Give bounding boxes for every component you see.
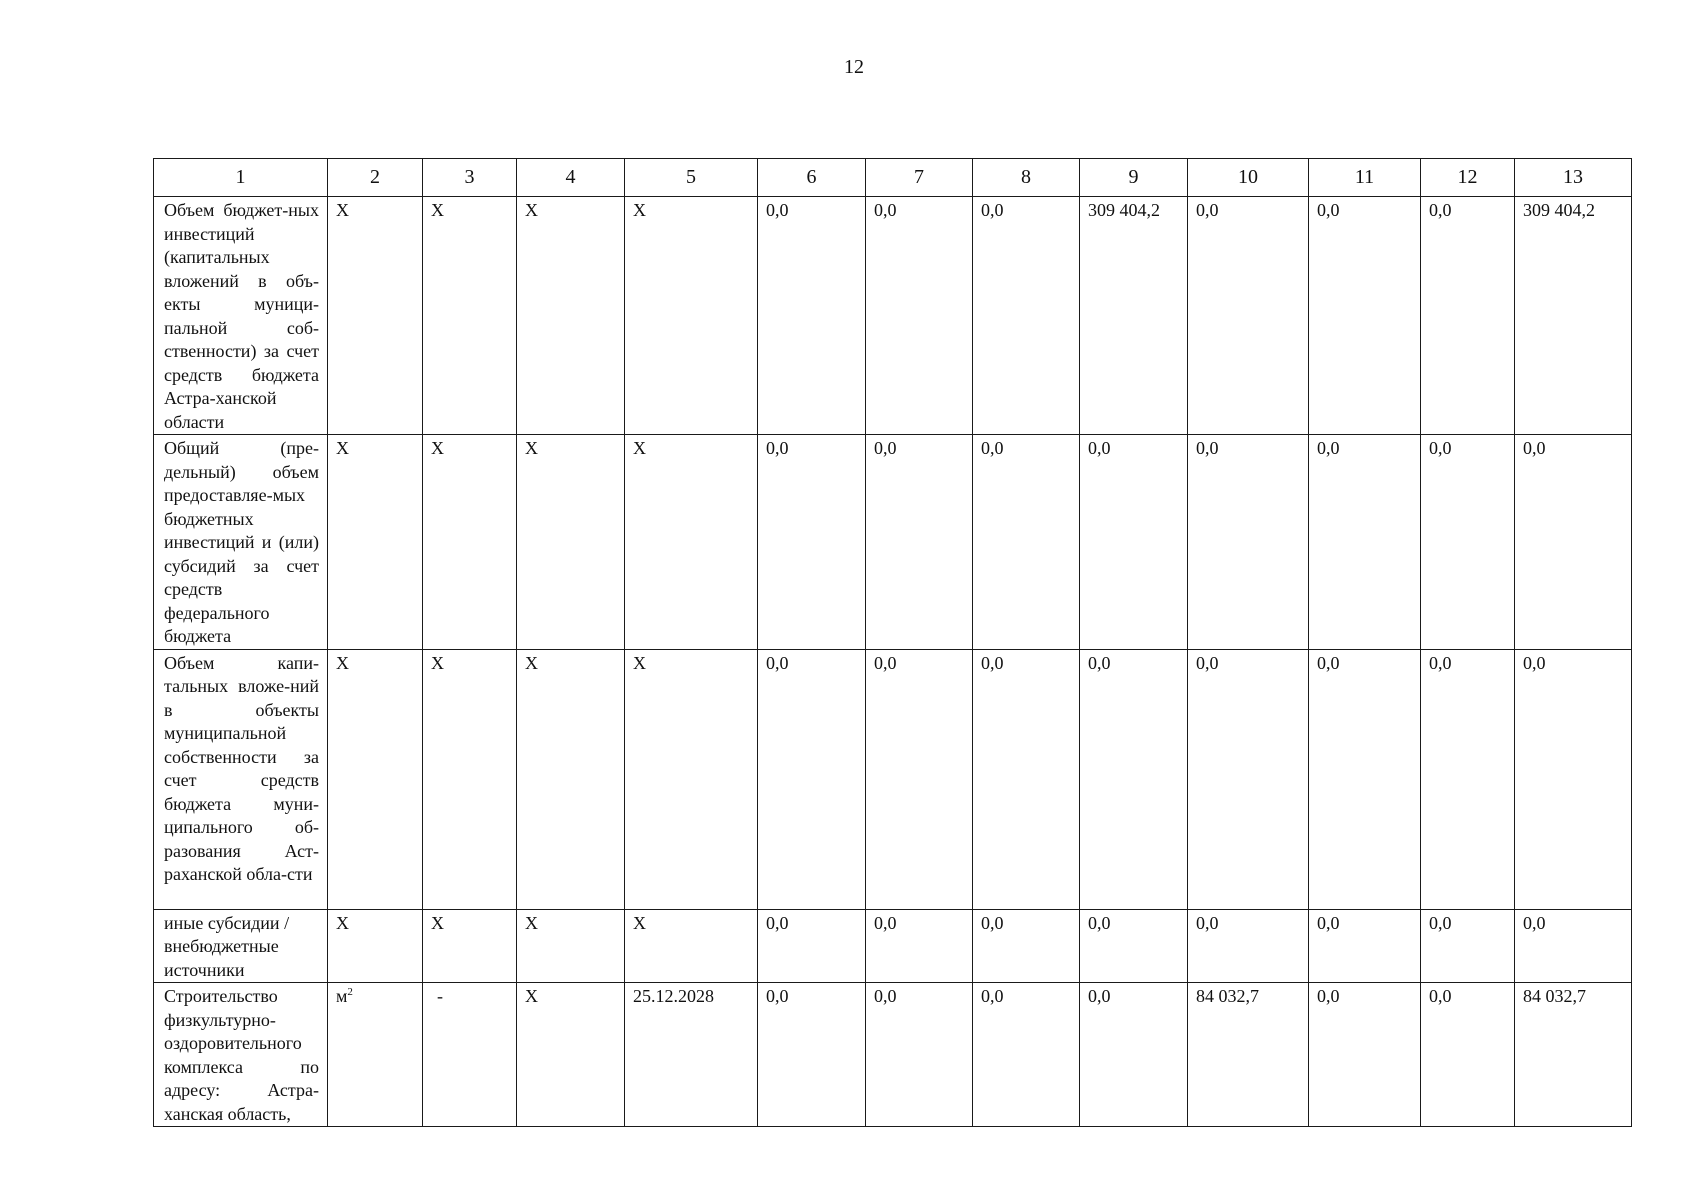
column-header: 2 [328, 159, 423, 197]
table-cell: X [517, 649, 625, 909]
table-cell: 0,0 [758, 435, 866, 650]
table-row [154, 435, 1632, 650]
column-header: 13 [1515, 159, 1632, 197]
table-cell: 0,0 [1309, 197, 1421, 435]
table-row [154, 649, 1632, 909]
table-cell: X [328, 649, 423, 909]
table-cell: 0,0 [1421, 983, 1515, 1127]
table-cell: 0,0 [1309, 649, 1421, 909]
table-cell: 0,0 [1080, 649, 1188, 909]
table-cell: 0,0 [973, 983, 1080, 1127]
table-cell: X [625, 909, 758, 983]
column-header: 1 [154, 159, 328, 197]
table-cell: 0,0 [1309, 983, 1421, 1127]
table-cell: X [423, 435, 517, 650]
table-cell: 0,0 [866, 649, 973, 909]
row-description: Объем бюджет-ных инвестиций (капитальных вложений в объ-екты муници-пальной соб-ственности) за счет средств бюджета Астра-ханской области [154, 197, 328, 435]
table-cell: 0,0 [1421, 197, 1515, 435]
table-cell: X [625, 649, 758, 909]
table-cell: 84 032,7 [1515, 983, 1632, 1127]
table-row [154, 983, 1632, 1127]
table-cell: 0,0 [1309, 909, 1421, 983]
table-cell: 0,0 [1188, 909, 1309, 983]
column-header: 3 [423, 159, 517, 197]
table-cell: 25.12.2028 [625, 983, 758, 1127]
table-cell: X [423, 649, 517, 909]
table-cell: X [423, 909, 517, 983]
table-cell: 0,0 [973, 435, 1080, 650]
table-cell: X [517, 909, 625, 983]
table-cell: X [625, 197, 758, 435]
table-cell: 0,0 [1080, 983, 1188, 1127]
row-description: иные субсидии / внебюджетные источники [154, 909, 328, 983]
table-cell: 0,0 [973, 909, 1080, 983]
table-cell: X [328, 909, 423, 983]
header-row [154, 159, 1632, 197]
table-cell: X [517, 435, 625, 650]
row-description: Строительство физкультурно-оздоровительного комплекса по адресу: Астра-ханская область, [154, 983, 328, 1127]
column-header: 5 [625, 159, 758, 197]
row-description: Общий (пре-дельный) объем предоставляе-мых бюджетных инвестиций и (или) субсидий за счет средств федерального бюджета [154, 435, 328, 650]
table-cell: 0,0 [1188, 435, 1309, 650]
table-cell: 0,0 [973, 197, 1080, 435]
column-header: 12 [1421, 159, 1515, 197]
investment-table [153, 158, 1632, 1127]
row-description: Объем капи-тальных вложе-ний в объекты муниципальной собственности за счет средств бюджета муни-ципального об-разования Аст-раханской обла-сти [154, 649, 328, 909]
table-cell: X [328, 435, 423, 650]
table-cell: X [517, 197, 625, 435]
table-cell: 0,0 [1080, 909, 1188, 983]
table-cell: 0,0 [866, 435, 973, 650]
table-cell: 0,0 [866, 909, 973, 983]
column-header: 6 [758, 159, 866, 197]
table-row [154, 909, 1632, 983]
column-header: 10 [1188, 159, 1309, 197]
table-cell: X [328, 197, 423, 435]
table-cell: 0,0 [758, 909, 866, 983]
table-cell: 0,0 [973, 649, 1080, 909]
table-cell: 309 404,2 [1080, 197, 1188, 435]
unit-superscript: 2 [347, 986, 353, 998]
unit-cell [328, 983, 423, 1127]
table-cell: 0,0 [1515, 649, 1632, 909]
column-header: 11 [1309, 159, 1421, 197]
page-number: 12 [844, 56, 864, 78]
table-cell: 0,0 [1421, 649, 1515, 909]
table-cell: X [423, 197, 517, 435]
table-cell: 84 032,7 [1188, 983, 1309, 1127]
table-row [154, 197, 1632, 435]
table-cell: 0,0 [1515, 909, 1632, 983]
table-cell: X [517, 983, 625, 1127]
table-cell: 0,0 [1421, 909, 1515, 983]
table-cell: 0,0 [866, 197, 973, 435]
table-cell: 0,0 [1188, 649, 1309, 909]
table-cell: 0,0 [1515, 435, 1632, 650]
column-header: 8 [973, 159, 1080, 197]
table-cell: 0,0 [866, 983, 973, 1127]
table-cell: 0,0 [1421, 435, 1515, 650]
unit-label: м [336, 986, 348, 1006]
table-cell: 0,0 [758, 197, 866, 435]
table-cell: X [625, 435, 758, 650]
column-header: 9 [1080, 159, 1188, 197]
table-cell: 0,0 [758, 649, 866, 909]
table-cell: 0,0 [1080, 435, 1188, 650]
column-header: 7 [866, 159, 973, 197]
table-cell: - [423, 983, 517, 1127]
table-cell: 0,0 [1309, 435, 1421, 650]
table-cell: 309 404,2 [1515, 197, 1632, 435]
column-header: 4 [517, 159, 625, 197]
table-cell: 0,0 [1188, 197, 1309, 435]
table-cell: 0,0 [758, 983, 866, 1127]
